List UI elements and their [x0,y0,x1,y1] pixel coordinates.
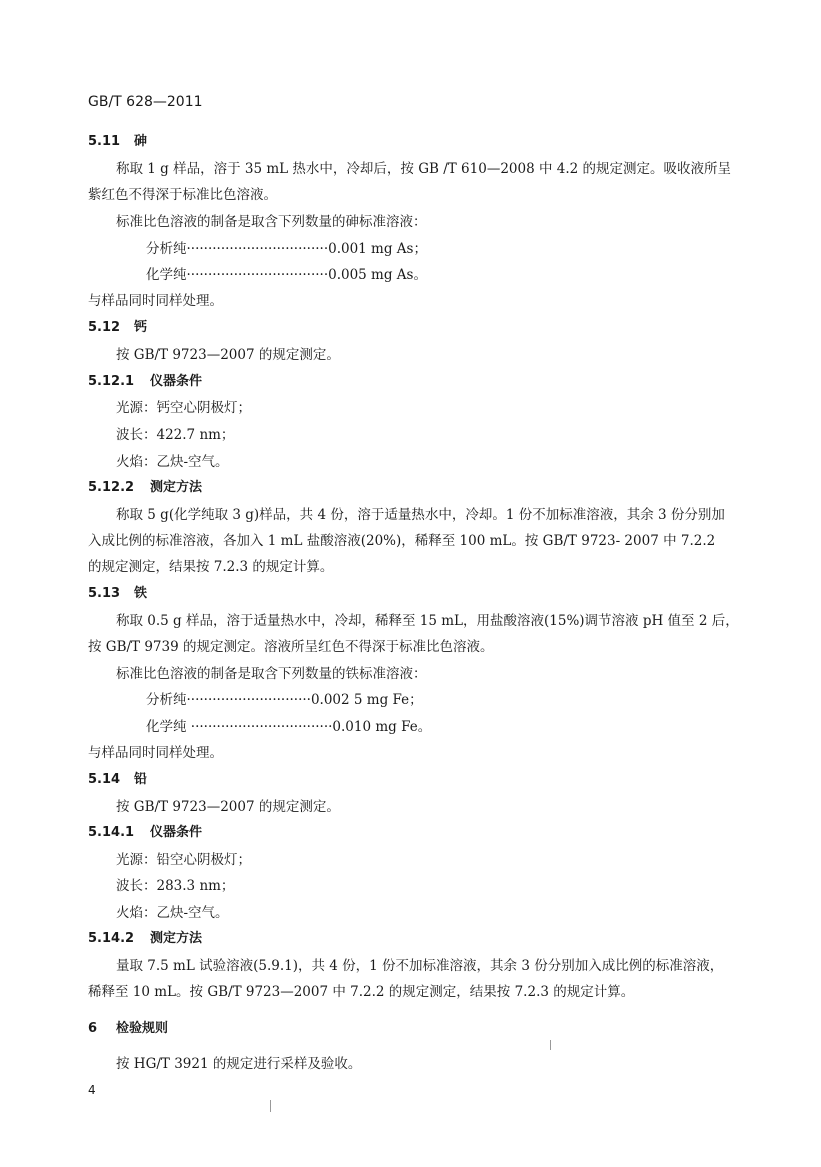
section-number: 6 [88,1021,98,1036]
section-title: 仪器条件 [150,825,203,840]
paragraph-line: 称取 0.5 g 样品，溶于适量热水中，冷却，稀释至 15 mL，用盐酸溶液(15%)调节溶液 pH 值至 2 后， [116,613,739,629]
section-title: 铅 [134,772,148,787]
section-title: 测定方法 [150,931,203,946]
paragraph-line: 波长：283.3 nm； [116,878,235,894]
section-title: 测定方法 [150,480,203,495]
section-title: 检验规则 [116,1021,169,1036]
paragraph-line: 称取 5 g(化学纯取 3 g)样品，共 4 份，溶于适量热水中，冷却。1 份不加标准溶液，其余 3 份分别加 [116,507,725,523]
paragraph-line: 量取 7.5 mL 试验溶液(5.9.1)，共 4 份，1 份不加标准溶液，其余 3 份分别加入成比例的标准溶液， [116,958,724,974]
paragraph-line: 的规定测定，结果按 7.2.3 的规定计算。 [88,559,334,575]
scan-artifact [270,1100,271,1112]
scan-artifact [550,1040,551,1050]
list-item: 化学纯·································0.005 mg As。 [146,267,427,283]
paragraph-line: 按 GB/T 9723—2007 的规定测定。 [116,347,340,363]
section-heading-5-11 [88,133,761,151]
paragraph-line: 火焰：乙炔-空气。 [116,905,229,921]
section-heading-5-14 [88,771,761,789]
section-heading-5-14-1 [88,824,761,842]
section-title: 铁 [134,586,148,601]
section-number: 5.11 [88,134,121,149]
section-title: 钙 [134,320,148,335]
section-title: 砷 [134,134,148,149]
paragraph-line: 称取 1 g 样品，溶于 35 mL 热水中，冷却后，按 GB /T 610—2008 中 4.2 的规定测定。吸收液所呈 [116,161,732,177]
paragraph-line: 按 GB/T 9723—2007 的规定测定。 [116,799,340,815]
standard-code-header: GB/T 628—2011 [88,94,203,110]
section-number: 5.12.2 [88,480,135,495]
section-number: 5.14 [88,772,121,787]
paragraph-line: 光源：钙空心阴极灯； [116,400,251,416]
list-item: 分析纯·····························0.002 5 mg Fe； [146,692,423,708]
paragraph-line: 波长：422.7 nm； [116,427,235,443]
paragraph-line: 按 GB/T 9739 的规定测定。溶液所呈红色不得深于标准比色溶液。 [88,639,494,655]
section-heading-5-12-1 [88,373,761,391]
paragraph-line: 稀释至 10 mL。按 GB/T 9723—2007 中 7.2.2 的规定测定，结果按 7.2.3 的规定计算。 [88,984,635,1000]
paragraph-line: 标准比色溶液的制备是取含下列数量的砷标准溶液： [116,214,427,230]
paragraph-line: 火焰：乙炔-空气。 [116,454,229,470]
paragraph-line: 与样品同时同样处理。 [88,293,223,309]
paragraph-line: 标准比色溶液的制备是取含下列数量的铁标准溶液： [116,666,427,682]
section-heading-5-13 [88,585,761,603]
paragraph-line: 紫红色不得深于标准比色溶液。 [88,187,277,203]
paragraph-line: 光源：铅空心阴极灯； [116,852,251,868]
section-heading-5-12-2 [88,479,761,497]
paragraph-line: 与样品同时同样处理。 [88,745,223,761]
section-heading-5-14-2 [88,930,761,948]
paragraph-line: 入成比例的标准溶液，各加入 1 mL 盐酸溶液(20%)，稀释至 100 mL。按 GB/T 9723- 2007 中 7.2.2 [88,533,716,549]
paragraph-line: 按 HG/T 3921 的规定进行采样及验收。 [116,1056,362,1072]
list-item: 分析纯·································0.001 mg As； [146,241,427,257]
section-number: 5.14.2 [88,931,135,946]
section-heading-5-12 [88,319,761,337]
section-number: 5.12 [88,320,121,335]
section-title: 仪器条件 [150,374,203,389]
section-number: 5.14.1 [88,825,135,840]
page-number: 4 [88,1083,96,1097]
list-item: 化学纯 ·································0.010 mg Fe。 [146,719,432,735]
section-number: 5.13 [88,586,121,601]
section-heading-6 [88,1020,761,1038]
section-number: 5.12.1 [88,374,135,389]
